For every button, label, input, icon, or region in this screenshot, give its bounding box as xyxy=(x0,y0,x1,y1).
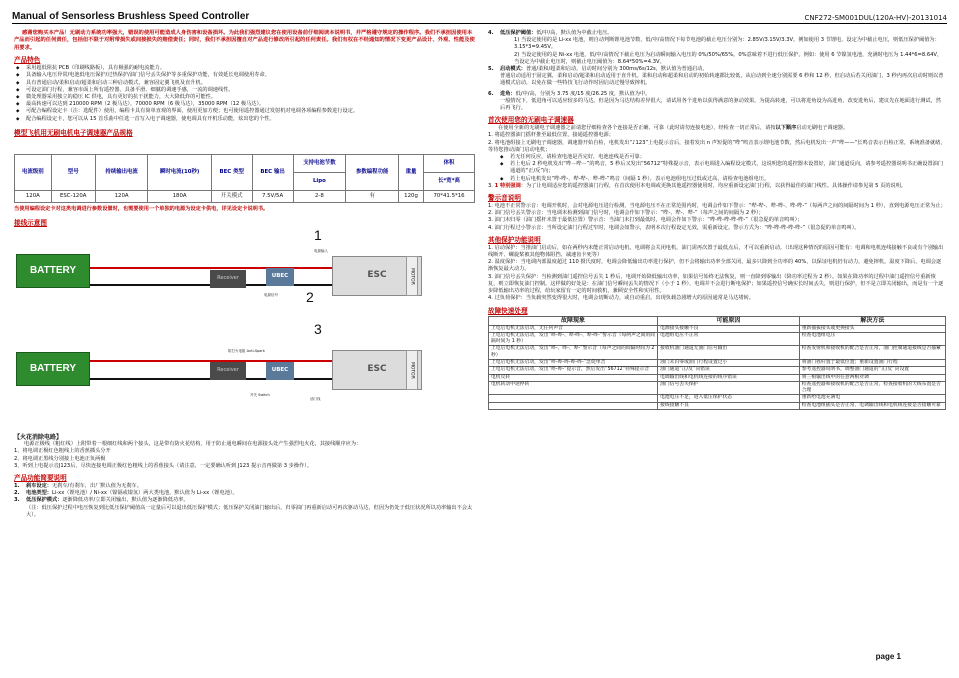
table-cell: 开关模式 xyxy=(211,190,252,202)
function-item: 3. 低压保护模式：逐渐降低功率/立即关闭输出，默认值为逐渐降低功率。 xyxy=(14,497,189,504)
spec-header: 参数编程功能 xyxy=(346,154,399,190)
spec-table xyxy=(14,154,475,203)
fault-header: 故障现象 xyxy=(489,316,658,325)
list-item: ◆ 具有普通启动/柔和启动/超柔和启动三种启动模式，兼容固定翼飞机及直升机。 xyxy=(14,80,475,87)
function-item: 1. 刹车设定：无刹车/有刹车，出厂默认值为无刹车。 xyxy=(14,483,142,490)
spark-title: 【火花消除电路】 xyxy=(14,434,63,442)
table-cell: 电调输出线和电机线连接的线序错误 xyxy=(658,374,800,381)
alert-item: 2. 油门信号丢失警示音：当电调未检测到油门信号时，电调会作如下警示：“哔-、哔-、哔-”（每声之间的间隔为 2 秒）； xyxy=(488,210,764,217)
ubec-module: UBEC xyxy=(266,268,294,286)
wiring-diagram xyxy=(14,227,475,430)
list-item: ◆ 微处理器采用独立的稳压 IC 供电，具有更好的抗干扰能力，大大降低炸的可能性。 xyxy=(14,94,475,101)
table-cell: 120g xyxy=(399,190,424,202)
spec-subheader-size: 长*宽*高 xyxy=(424,172,475,190)
esc-unit: ESC xyxy=(332,350,422,390)
list-item: ◆ 若上电后 2 秒电机发出“哔－哔－”的鸣音，5 秒后又发出“56712”特殊提示音，表示电调进入编程设定模式，这说明您的遥控器未设置好，油门通道反向，请参考遥控器说明书正确设置油门通道的“正/反”向； xyxy=(498,161,946,175)
battery-pack: BATTERY xyxy=(16,352,90,386)
list-item: ◆ 具备输入电压异常/电池低电压保护/过热保护/油门信号丢失保护等多重保护功能，有效延长电调使用寿命。 xyxy=(14,72,475,79)
table-cell: 检查电池组插头是否正常、电调输出线和电机线连接是否接触可靠 xyxy=(799,402,945,409)
page-header xyxy=(12,10,947,24)
table-cell: ESC-120A xyxy=(51,190,95,202)
table-cell: 油门未归零或油门行程设置过小 xyxy=(658,359,800,366)
faults-title: 故障快速处理 xyxy=(488,306,528,315)
wiring-title: 接线示意图 xyxy=(14,219,47,228)
table-cell: 70*41.5*16 xyxy=(424,190,475,202)
table-cell: 上电后电机无法启动，发出“哔-、哔-、哔-”警示音（每声之间的间隔时间为 2 秒） xyxy=(489,346,658,360)
ubec-module: UBEC xyxy=(266,362,294,380)
list-item: ◆ 若无任何反应，请检查电池是否完好，电池连线是否可靠； xyxy=(498,154,946,161)
table-cell: 电源接头接触不良 xyxy=(658,325,800,332)
table-cell: 参考遥控器说明书，调整油门通道的“正/反”向设置 xyxy=(799,367,945,374)
table-cell: 电池组电压不正常 xyxy=(658,332,800,346)
table-cell xyxy=(489,395,658,402)
table-cell: 有 xyxy=(346,190,399,202)
table-cell: 检查发射机和接收机的配合是否正常，油门控制通道接线是否插紧 xyxy=(799,346,945,360)
table-cell: 接线接触不良 xyxy=(658,402,800,409)
spark-step: 3、听到上电提示音J123后，尽快连接电调正极红色粗线上的香蕉接头（请注意，一定要确认听到 J123 提示音再做第 3 步操作）。 xyxy=(14,462,313,469)
spec-header: BEC 输出 xyxy=(252,154,293,190)
list-item: ◆ 可设定油门行程，兼容市面上所有遥控器，具备平滑、细腻的调速手感，一流的调速线性。 xyxy=(14,87,475,94)
table-cell: 油门通道“正/反”向错误 xyxy=(658,367,800,374)
table-cell xyxy=(489,402,658,409)
table-cell: 检查电池组电压 xyxy=(799,332,945,346)
table-cell: 接收机油门通道无油门信号输出 xyxy=(658,346,800,360)
table-cell: 将油门摇杆置于最低位置；重新设置油门行程 xyxy=(799,359,945,366)
table-row xyxy=(489,325,946,332)
table-row xyxy=(15,190,475,202)
right-column xyxy=(488,30,946,410)
diagram-number: 3 xyxy=(314,321,322,338)
spec-header: 电流级别 xyxy=(15,154,52,190)
list-item: ◆ 采用超低阻抗 PCB（印刷线路板），具有极强的耐电流能力。 xyxy=(14,65,475,72)
diagram-number: 2 xyxy=(306,289,314,306)
table-cell: 上电后电机无法启动，发出“哔-哔-”提示音，然后发出“56712”特殊提示音 xyxy=(489,367,658,374)
startup-detail: 普通启动适用于固定翼，柔和启动/超柔和启动适用于直升机。柔和启动和超柔和启动的初始转速都比较低，从启动到全速分别需要 6 秒和 12 秒，但启动后若关闭油门，3 秒内再次启动时则以普通模式启动，以免在做一些特技飞行动作时因启动过慢导致摔机。 xyxy=(500,73,944,87)
protection-item: 3. 油门信号丢失保护：当检测到油门遥控信号丢失 1 秒后，电调开始降低输出功率，如果信号始终无法恢复，则一直降到零输出（降功率过程为 2 秒）。如果在降功率的过程中油门遥控信号重新恢复，则立即恢复油门控制。这样做的好处是：在油门信号瞬间丢失的情况下（小于 1 秒），电调并不会进行断电保护；如果遥控信号确实长时间丢失，则进行保护，但不是立即关闭输出，而是有一个逐步降低输出功率的过程，给玩家留有一定的时间救机，兼顾安全性和实用性。 xyxy=(488,273,944,295)
first-use-step: 1. 将遥控器油门摇杆推至最低位置，接通遥控器电源； xyxy=(488,132,614,139)
table-cell: 180A xyxy=(148,190,211,202)
spec-header: 持续输出电流 xyxy=(95,154,148,190)
doc-model: CNF272-SM001DUL(120A-HV)-20131014 xyxy=(804,14,947,22)
first-use-step-3: 3. 1 特别强调：为了让电调适应您的遥控器油门行程，在首次使用本电调或更换其他遥控器使用时，均应重新设定油门行程，以获得最佳的油门线性。具体操作请参见第 5 页的说明。 xyxy=(488,182,907,189)
table-row xyxy=(489,402,946,409)
protection-item: 1. 启动保护：当推油门启动后，如在两秒内未能正常启动电机，电调将会关闭电机，油门需再次置于最低点后，才可以重新启动。（出现这种情况的原因可能有：电调和电机连线接触不良或有个别输出线断开、螺旋桨被其他物体阻挡、减速齿卡死等） xyxy=(488,244,944,259)
motor-terminal: MOTOR xyxy=(406,350,418,390)
diagram-label: 电源输入 xyxy=(314,249,328,254)
table-row xyxy=(489,395,946,402)
function-item: 6. 进角：低/中/高，分别为 3.75 度/15 度/26.25 度，默认值为中。 xyxy=(488,90,651,97)
diagram-label: 开关 Switch xyxy=(250,393,270,398)
first-use-title: 首次使用您的无刷电子调速器 xyxy=(488,116,574,125)
diagram-label: 防打火电阻 Anti-Spark xyxy=(228,349,265,354)
list-item: ◆ 最高转速可以达到 210000 RPM（2 极马达），70000 RPM（6 极马达），35000 RPM（12 极马达）。 xyxy=(14,101,475,108)
first-use-bullets xyxy=(488,154,946,183)
table-cell: 检查遥控器和接收机的配合是否正常，检查接收机的天线布置是否合理 xyxy=(799,381,945,395)
table-row xyxy=(489,332,946,346)
fault-table xyxy=(488,316,946,411)
spark-step: 2、将电调正黑线分别接上电池正负两极 xyxy=(14,455,106,462)
table-cell: 重新给电池充满电 xyxy=(799,395,945,402)
features-list xyxy=(14,65,475,123)
function-item: 5. 启动模式：普通/柔和/超柔和启动，启动时间分别为 300ms/6s/12s，默认值为普通启动。 xyxy=(488,66,708,73)
intro-warning: 感谢您购买本产品！无刷动力系统功率强大，错误的使用可能造成人身伤害和设备损坏。为此我们强烈建议您在使用设备前仔细阅读本说明书，并严格遵守规定的操作程序。我们不承担因使用本产品而引起的任何责任，包括但不限于对附带损失或间接损失的赔偿责任；同时，我们不承担因擅自对产品进行修改所引起的任何责任。我们有权在不经通知的情况下变更产品设计、外观、性能及使用要求。 xyxy=(14,30,475,51)
diagram-label: 电源信号 xyxy=(264,293,278,298)
table-cell: 120A xyxy=(15,190,52,202)
table-cell: 电机转动中途停转 xyxy=(489,381,658,395)
spark-step: 1、将电调正极红色粗线上的香蕉插头分开 xyxy=(14,448,111,455)
table-cell: 2-8 xyxy=(293,190,346,202)
left-column xyxy=(14,30,475,519)
threshold-detail: 1) 当设定使用的是 Li-xx 电池，则自动判断锂电池节数，低/中/高情况下每节电池的截止电压分别为：2.85V/3.15V/3.3V。例如使用 3 节锂电，设定为中截止电压，则低压保护阈值为：3.15*3=9.45V。 xyxy=(514,37,940,51)
alert-item: 4. 油门行程过小警示音：当所设定油门行程过窄时，电调会如警示，表明本次行程设定无效，需重新设定。警示方式为：“哔-哔-哔-哔-哔-”（很急促的单音鸣叫）。 xyxy=(488,224,860,231)
alerts-title: 警示音说明 xyxy=(488,194,521,203)
table-cell: 上电后电机无法启动，发出“哔-哔-哔-哔-哔-”急促单音 xyxy=(489,359,658,366)
list-item: ◆ 可配合编程设定卡（注：选配件）使用，编程卡具有简单直观的界面，使用更加方便；也可使用遥控器通过发射机对电调各项编程参数进行设定。 xyxy=(14,108,475,115)
spec-header: 支持电池节数 xyxy=(293,154,346,172)
diagram-number: 1 xyxy=(314,227,322,244)
list-item: ◆ 配合编程设定卡，您可以从 15 首乐曲中任选一首写入电子调速器，使电调具有开机乐动能，炫出您的个性。 xyxy=(14,116,475,123)
page-number: page 1 xyxy=(875,652,901,661)
table-cell: 上电后电机无法启动，发出“哔-哔-、哔-哔-、哔-哔-”警示音（每两声之间的间隔时间为 1 秒） xyxy=(489,332,658,346)
table-row xyxy=(489,346,946,360)
timing-detail: 一般情况下，低进角可以适应较多的马达。但是因为马达结构差异很大，请试用各个进角以获得满意的驱动效果。为提高转速，可以将进角设为高进角，改变进角后，建议先在地面进行测试，然后再飞行。 xyxy=(500,97,941,112)
threshold-detail: 2) 当设定使用的是 Ni-xx 电池，低/中/高情况下截止电压为启动瞬间输入电压的 0%/50%/65%。0%意味着不进行低压保护。例如：使用 6 节镍氢电池，充满时电压为 1.44*6=8.64V，当设定为中截止电压时，则截止电压阈值为：8.64*50%=4.3V。 xyxy=(514,51,943,65)
table-cell: 重新插拔接头或更换接头 xyxy=(799,325,945,332)
battery-pack: BATTERY xyxy=(16,254,90,288)
fault-header: 解决方法 xyxy=(799,316,945,325)
function-item: 2. 电池类型：Li-xx（锂电池）/ Ni-xx（镍镉或镍氢）两大类电池，默认值为 Li-xx（锂电池）。 xyxy=(14,490,238,497)
protection-item: 4. 过负荷保护：当负载突然变得很大时，电调会切断动力，或自动重启。出现负载急剧增大的原因通常是马达堵转。 xyxy=(488,295,754,302)
functions-title: 产品功能简要说明 xyxy=(14,474,67,483)
table-cell: 电池电压不足，进入低压保护状态 xyxy=(658,395,800,402)
power-wire-red xyxy=(90,267,335,269)
table-cell: 上电后电机无法启动，无任何声音 xyxy=(489,325,658,332)
table-row xyxy=(489,359,946,366)
receiver: Receiver xyxy=(210,362,246,380)
diagram-label: 油门线 xyxy=(310,397,321,402)
first-use-step: 2. 将电池组接上无刷电子调速器，调速器开始自检，电机发出“♪123”上电提示音后，接着发出 n 声短促的“哔”鸣音表示锂电池节数，然后电机发出一声“哔——”长鸣音表示自检正常，系统准备就绪，等待您推动油门启动电机； xyxy=(488,139,946,153)
table-cell: 电机反转 xyxy=(489,374,658,381)
function-note: （注：低压保护过程中电压恢复到比低压保护阈值高一定量后可以退出低压保护模式；低压保护关闭油门输出后，归零油门再重新启动可再次驱动马达，但因为仍处于低压状况所以功率输出不会太大）。 xyxy=(26,504,473,518)
spec-subheader-lipo: Lipo xyxy=(293,172,346,190)
list-item: ◆ 若上电后电机发出“哔-哔-、哔-哔-、哔-哔-”鸣音（间隔 1 秒），表示电池组电压过低或过高，请检查电池组电压。 xyxy=(498,176,946,183)
motor-terminal: MOTOR xyxy=(406,256,418,296)
table-cell: 油门信号丢失保护 xyxy=(658,381,800,395)
spec-header: 重量 xyxy=(399,154,424,190)
table-cell: 7.5V/5A xyxy=(252,190,293,202)
receiver: Receiver xyxy=(210,270,246,288)
spec-header: 体积 xyxy=(424,154,475,172)
first-use-intro: 在使用全新的无刷电子调速器之前请您仔细检查各个连接是否正确、可靠（此时请勿连接电池），经检查一切正常后，请按以下顺序启动无刷电子调速器。 xyxy=(498,125,849,132)
function-item: 4. 低压保护阈值：低/中/高，默认值为中截止电压。 xyxy=(488,30,613,36)
table-row xyxy=(489,381,946,395)
specs-title: 模型飞机用无刷电机电子调速器产品规格 xyxy=(14,128,133,137)
spec-header: 型号 xyxy=(51,154,95,190)
doc-title: Manual of Sensorless Brushless Speed Controller xyxy=(12,11,250,22)
table-cell: 将三根输出线中的任意两根对调 xyxy=(799,374,945,381)
fault-header: 可能原因 xyxy=(658,316,800,325)
alert-item: 1. 电池不正常警示音：电调开机时，会对电源电压进行检测，当电源电压不在正常范围内时，电调会作如下警示：“哔-哔-、哔-哔-、哔-哔-”（每两声之间的间隔时间为 1 秒），直到电源电压正常为止； xyxy=(488,203,946,210)
programming-note: 当使用编程设定卡对这类电调进行参数设置时，也需要使用一个单独的电源为设定卡供电，详见设定卡说明书。 xyxy=(14,205,269,212)
alert-item: 3. 油门未归零（油门摇杆未置于最低位置）警示音：当油门未打到最低时，电调会作如下警示：“哔-哔-哔-哔-哔-”（很急促的单音鸣叫）； xyxy=(488,217,803,224)
spec-header: 瞬时电流(10秒) xyxy=(148,154,211,190)
protection-title: 其他保护功能说明 xyxy=(488,235,541,244)
table-row xyxy=(489,367,946,374)
esc-unit: ESC xyxy=(332,256,422,296)
table-row xyxy=(489,374,946,381)
spec-header: BEC 类型 xyxy=(211,154,252,190)
spark-text: 电源正极线（粗红线）上附带着一根细红线和两个接头，这是带有防火花结构，用于防止通电瞬间在电源接头处产生强烈电火花，其接线顺序应为： xyxy=(24,441,362,448)
features-title: 产品特色 xyxy=(14,56,41,65)
table-cell: 120A xyxy=(95,190,148,202)
protection-item: 2. 温度保护：当电调内部温度超过 110 摄氏度时，电调会降低输出功率进行保护，但不会将输出功率全部关闭，最多只降到全功率的 40%，以保证电机仍有动力，避免摔机。温度下降后，电调会逐渐恢复最大动力。 xyxy=(488,259,942,273)
